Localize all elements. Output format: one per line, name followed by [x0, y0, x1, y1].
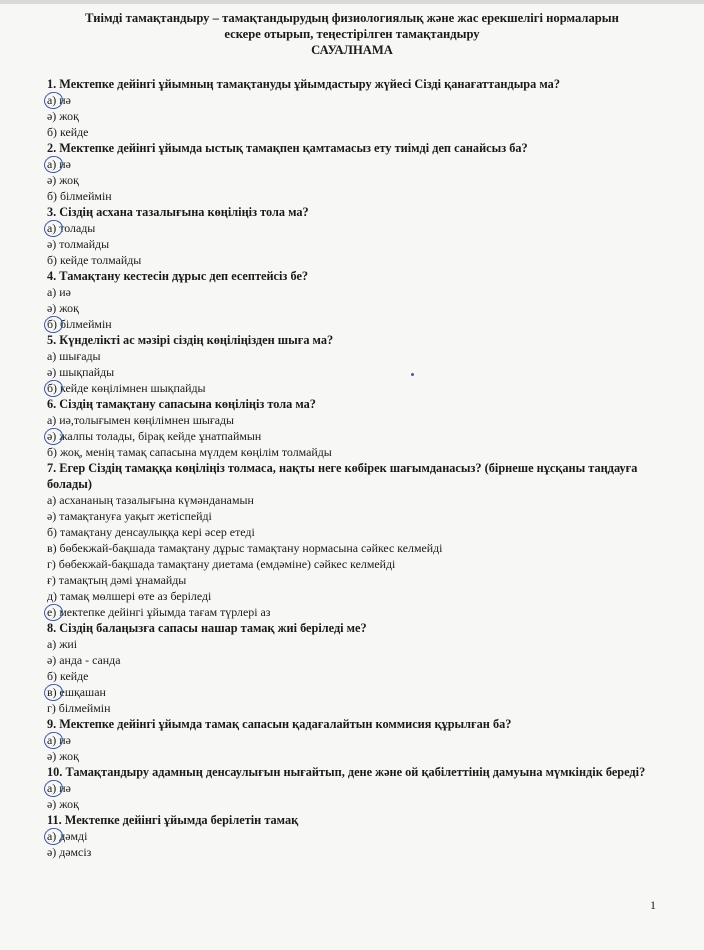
question-text: 6. Сіздің тамақтану сапасына көңіліңіз тола ма?: [47, 397, 316, 411]
answer-option-selected[interactable]: [47, 220, 677, 236]
question-text: 11. Мектепке дейінгі ұйымда берілетін тамақ: [47, 813, 299, 827]
question-text: 8. Сіздің балаңызға сапасы нашар тамақ жиі беріледі ме?: [47, 621, 367, 635]
answer-option-label: б) кейде: [47, 669, 89, 683]
answer-option[interactable]: [47, 412, 677, 428]
answer-option-label: а) иә: [47, 285, 71, 299]
answer-option[interactable]: [47, 572, 677, 588]
answer-option-label: б) кейде: [47, 125, 89, 139]
answer-option[interactable]: [47, 700, 677, 716]
answer-option-label: г) бөбекжай-бақшада тамақтану диетама (емдәміне) сәйкес келмейді: [47, 557, 396, 571]
scan-edge: [0, 0, 704, 4]
answer-option-label: б) кейде толмайды: [47, 253, 142, 267]
answer-option[interactable]: [47, 588, 677, 604]
answer-option-selected[interactable]: [47, 780, 677, 796]
answer-option-label: ә) жоқ: [47, 797, 79, 811]
answer-option-label: а) иә: [47, 733, 71, 747]
answer-option[interactable]: [47, 524, 677, 540]
answer-option[interactable]: [47, 492, 677, 508]
answer-option-selected[interactable]: [47, 380, 677, 396]
answer-option[interactable]: [47, 252, 677, 268]
answer-option[interactable]: [47, 172, 677, 188]
question-list: [47, 76, 677, 860]
answer-option-label: в) ешқашан: [47, 685, 106, 699]
answer-option-selected[interactable]: [47, 604, 677, 620]
question-text: 5. Күнделікті ас мәзірі сіздің көңіліңізден шыға ма?: [47, 333, 334, 347]
question-text: 7. Егер Сіздің тамаққа көңіліңіз толмаса, нақты неге көбірек шағымданасыз? (бірнеше нұсқаны таңдауға болады): [47, 461, 638, 491]
answer-option[interactable]: [47, 844, 677, 860]
answer-option-selected[interactable]: [47, 684, 677, 700]
answer-option-label: ә) жоқ: [47, 301, 79, 315]
answer-option[interactable]: [47, 796, 677, 812]
header-line-1: Тиімді тамақтандыру – тамақтандырудың физиологиялық және жас ерекшелігі нормаларын: [85, 11, 619, 25]
answer-option-label: ә) толмайды: [47, 237, 110, 251]
answer-option-label: ә) жоқ: [47, 749, 79, 763]
answer-option-selected[interactable]: [47, 316, 677, 332]
answer-option-label: а) иә: [47, 93, 71, 107]
answer-option[interactable]: [47, 636, 677, 652]
answer-option-label: ә) жоқ: [47, 109, 79, 123]
answer-option-label: а) толады: [47, 221, 96, 235]
answer-option[interactable]: [47, 652, 677, 668]
answer-option-label: а) дәмді: [47, 829, 88, 843]
answer-option-selected[interactable]: [47, 92, 677, 108]
question-text: 2. Мектепке дейінгі ұйымда ыстық тамақпен қамтамасыз ету тиімді деп санайсыз ба?: [47, 141, 528, 155]
header-line-2: ескере отырып, теңестірілген тамақтандыру: [224, 27, 480, 41]
answer-option-label: ә) жоқ: [47, 173, 79, 187]
answer-option-label: ә) жалпы толады, бірақ кейде ұнатпаймын: [47, 429, 262, 443]
survey-title: САУАЛНАМА: [311, 43, 393, 57]
answer-option-selected[interactable]: [47, 732, 677, 748]
answer-option-label: а) шығады: [47, 349, 101, 363]
answer-option-label: в) бөбекжай-бақшада тамақтану дұрыс тамақтану нормасына сәйкес келмейді: [47, 541, 443, 555]
answer-option[interactable]: [47, 348, 677, 364]
answer-option[interactable]: [47, 364, 677, 380]
answer-option-label: ғ) тамақтың дәмі ұнамайды: [47, 573, 187, 587]
answer-option[interactable]: [47, 108, 677, 124]
question-text: 1. Мектепке дейінгі ұйымның тамақтануды ұйымдастыру жүйесі Сізді қанағаттандыра ма?: [47, 77, 560, 91]
answer-option-label: б) тамақтану денсаулыққа кері әсер етеді: [47, 525, 255, 539]
answer-option[interactable]: [47, 748, 677, 764]
answer-option-selected[interactable]: [47, 428, 677, 444]
answer-option[interactable]: [47, 668, 677, 684]
answer-option[interactable]: [47, 556, 677, 572]
answer-option[interactable]: [47, 540, 677, 556]
question-text: 10. Тамақтандыру адамның денсаулығын нығайтып, дене және ой қабілеттінің дамуына мүмкіндік береді?: [47, 765, 646, 779]
answer-option[interactable]: [47, 124, 677, 140]
answer-option-label: б) кейде көңілімнен шықпайды: [47, 381, 206, 395]
answer-option-label: а) иә: [47, 781, 71, 795]
answer-option[interactable]: [47, 188, 677, 204]
answer-option[interactable]: [47, 236, 677, 252]
page-number: 1: [650, 898, 656, 912]
answer-option-label: г) білмеймін: [47, 701, 111, 715]
answer-option-label: а) иә: [47, 157, 71, 171]
answer-option-label: б) білмеймін: [47, 189, 112, 203]
answer-option[interactable]: [47, 444, 677, 460]
question-text: 3. Сіздің асхана тазалығына көңіліңіз тола ма?: [47, 205, 309, 219]
answer-option-label: б) білмеймін: [47, 317, 112, 331]
answer-option-label: е) мектепке дейінгі ұйымда тағам түрлері аз: [47, 605, 271, 619]
answer-option[interactable]: [47, 300, 677, 316]
answer-option-label: ә) анда - санда: [47, 653, 121, 667]
answer-option-label: а) иә,толығымен көңілімнен шығады: [47, 413, 235, 427]
answer-option-label: д) тамақ мөлшері өте аз беріледі: [47, 589, 212, 603]
answer-option[interactable]: [47, 284, 677, 300]
answer-option[interactable]: [47, 508, 677, 524]
answer-option-label: ә) тамақтануға уақыт жетіспейді: [47, 509, 212, 523]
ink-spot: [411, 373, 414, 376]
question-text: 9. Мектепке дейінгі ұйымда тамақ сапасын қадағалайтын коммисия құрылған ба?: [47, 717, 512, 731]
answer-option-label: а) жиі: [47, 637, 78, 651]
question-text: 4. Тамақтану кестесін дұрыс деп есептейсіз бе?: [47, 269, 309, 283]
answer-option-label: ә) дәмсіз: [47, 845, 92, 859]
answer-option-label: ә) шықпайды: [47, 365, 115, 379]
answer-option-label: а) асхананың тазалығына күмәнданамын: [47, 493, 254, 507]
answer-option-label: б) жоқ, менің тамақ сапасына мүлдем көңілім толмайды: [47, 445, 332, 459]
answer-option-selected[interactable]: [47, 828, 677, 844]
answer-option-selected[interactable]: [47, 156, 677, 172]
